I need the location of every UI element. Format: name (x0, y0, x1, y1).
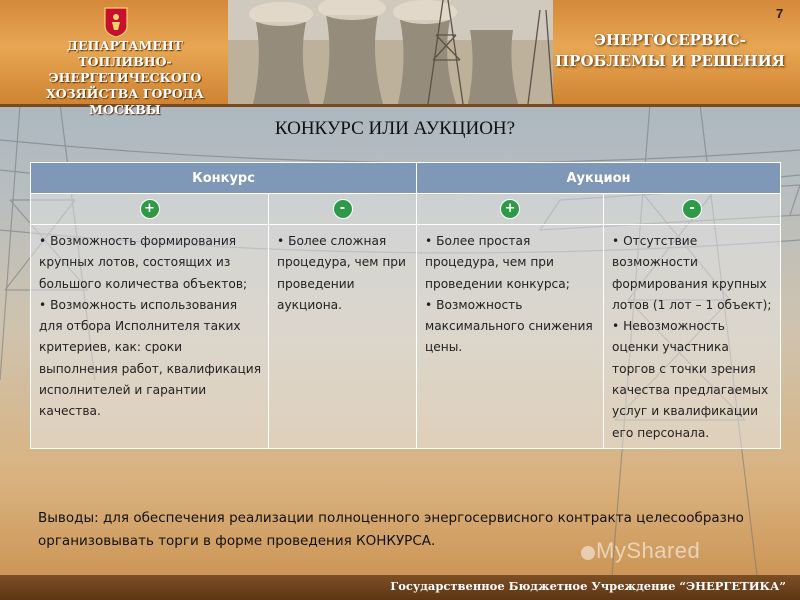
footer-organization: Государственное Бюджетное Учреждение “ЭНЕРГЕТИКА” (390, 579, 786, 593)
minus-badge: - (333, 199, 353, 219)
table-cell (604, 194, 781, 225)
list-item: • Невозможность оценки участника торгов с точки зрения качества предлагаемых услуг и квалификации его персонала. (612, 316, 775, 444)
cooling-towers-photo (228, 0, 553, 104)
list-item: • Отсутствие возможности формирования крупных лотов (1 лот – 1 объект); (612, 231, 775, 316)
comparison-table (30, 162, 781, 449)
header-contest: Конкурс (31, 163, 417, 194)
content-row (31, 225, 781, 449)
watermark-logo-icon (580, 545, 596, 561)
plus-badge: + (500, 199, 520, 219)
table-cell (269, 194, 417, 225)
watermark-text: MyShared (596, 538, 701, 563)
contest-pros-cell (31, 225, 269, 449)
table-cell (31, 194, 269, 225)
coat-of-arms-icon (103, 6, 129, 38)
header-auction: Аукцион (417, 163, 781, 194)
list-item: • Возможность максимального снижения цены. (425, 295, 598, 359)
list-item: • Возможность использования для отбора Исполнителя таких критериев, как: сроки выполнения работ, квалификация исполнителей и гарантии качества. (39, 295, 263, 423)
list-item: • Более сложная процедура, чем при проведении аукциона. (277, 231, 411, 316)
contest-cons-cell (269, 225, 417, 449)
plus-badge: + (140, 199, 160, 219)
department-title: ДЕПАРТАМЕНТ ТОПЛИВНО-ЭНЕРГЕТИЧЕСКОГО ХОЗЯЙСТВА ГОРОДА МОСКВЫ (46, 38, 204, 117)
footer-bar (0, 575, 800, 600)
pros-cons-row (31, 194, 781, 225)
minus-badge: - (682, 199, 702, 219)
list-item: • Возможность формирования крупных лотов, состоящих из большого количества объектов; (39, 231, 263, 295)
auction-pros-cell (417, 225, 604, 449)
conclusion-text: Выводы: для обеспечения реализации полноценного энергосервисного контракта целесообразно организовывать торги в форме проведения КОНКУРСА. (38, 510, 744, 549)
slide-title: КОНКУРС ИЛИ АУКЦИОН? (274, 118, 516, 139)
page-number: 7 (776, 6, 784, 21)
header-banner (0, 0, 800, 117)
list-item: • Более простая процедура, чем при проведении конкурса; (425, 231, 598, 295)
brand-title: ЭНЕРГОСЕРВИС- ПРОБЛЕМЫ И РЕШЕНИЯ (555, 31, 786, 70)
table-cell (417, 194, 604, 225)
table-header-row (31, 163, 781, 194)
auction-cons-cell (604, 225, 781, 449)
